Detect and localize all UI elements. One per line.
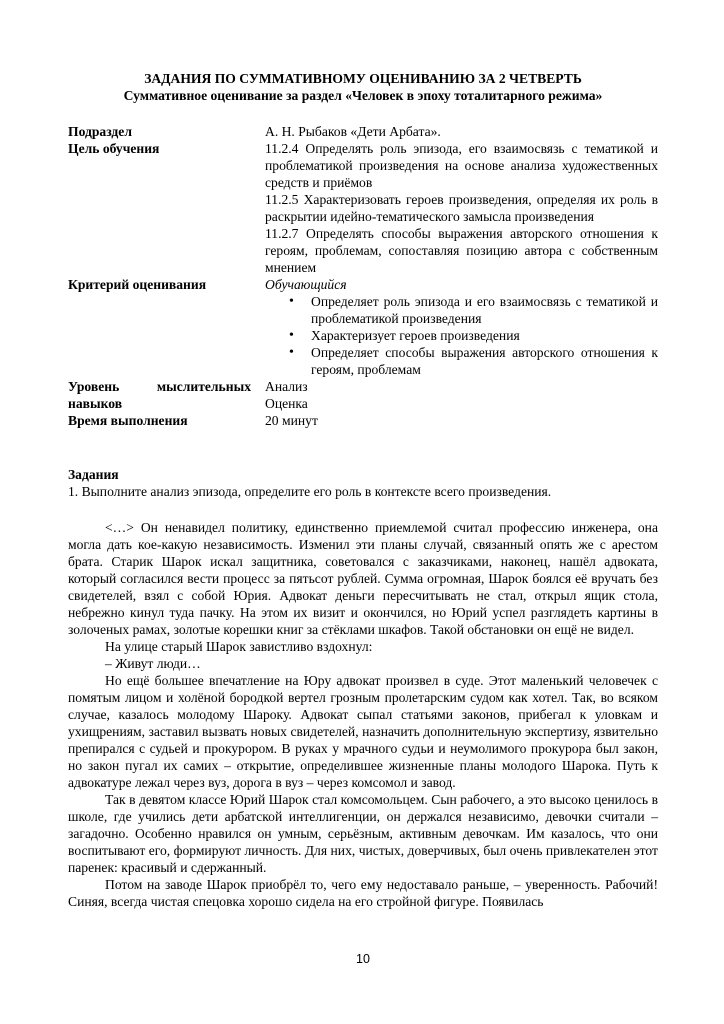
excerpt-paragraph: Потом на заводе Шарок приобрёл то, чего ему недоставало раньше, – уверенность. Рабочий! Синяя, всегда чистая спецовка хорошо сидела на его стройной фигуре. Появилась — [68, 877, 658, 909]
level-value: Оценка — [265, 396, 308, 411]
level-label — [68, 378, 265, 412]
criteria-label: Критерий оценивания — [68, 277, 207, 292]
criteria-block — [265, 276, 658, 378]
excerpt-text — [68, 519, 658, 910]
criteria-list — [265, 293, 658, 378]
excerpt-paragraph: На улице старый Шарок завистливо вздохнул: — [105, 639, 373, 654]
goal-list — [265, 140, 658, 276]
tasks-heading: Задания — [68, 467, 119, 482]
excerpt-paragraph: Но ещё большее впечатление на Юру адвокат произвел в суде. Этот маленький человечек с помятым лицом и холёной бородкой вертел грозным пролетарским судом как хотел. Так, во всяком случае, казалось молодому Шароку. Адвокат сыпал статьями законов, прибегал к уловкам и ухищрениям, заставил вызвать новых свидетелей, назначить дополнительную экспертизу, язвительно препирался с судьей и прокурором. В руках у мрачного судьи и неумолимого прокурора был закон, но закон пугал их самих – открытие, определившее жизненные планы молодого Шарока. Путь к адвокатуре лежал через вуз, дорога в вуз – через комсомол и завод. — [68, 673, 658, 790]
excerpt-paragraph: Так в девятом классе Юрий Шарок стал комсомольцем. Сын рабочего, а это высоко ценилось в школе, где учились дети арбатской интеллигенции, он держался независимо, девочки считали – загадочно. Особенно нравился он умным, серьёзным, активным девочкам. Им казалось, что они воспитывают его, формируют личность. Для них, чистых, доверчивых, был очень привлекателен этот паренек: красивый и сдержанный. — [68, 792, 658, 875]
criteria-item: • Характеризует героев произведения — [287, 327, 658, 344]
criteria-item: • Определяет способы выражения авторского отношения к героям, проблемам — [287, 344, 658, 378]
goal-item: 11.2.4 Определять роль эпизода, его взаимосвязь с тематикой и проблематикой произведения на основе анализа художественных средств и приёмов — [265, 141, 658, 190]
document-title: ЗАДАНИЯ ПО СУММАТИВНОМУ ОЦЕНИВАНИЮ ЗА 2 ЧЕТВЕРТЬ — [144, 71, 582, 86]
criteria-intro: Обучающийся — [265, 277, 347, 292]
level-label-word: Уровень — [68, 379, 120, 394]
goal-label: Цель обучения — [68, 141, 160, 156]
page-number: 10 — [356, 952, 370, 966]
goal-item: 11.2.5 Характеризовать героев произведения, определяя их роль в раскрытии идейно-тематического замысла произведения — [265, 192, 658, 224]
criteria-item: • Определяет роль эпизода и его взаимосвязь с тематикой и проблематикой произведения — [287, 293, 658, 327]
level-value: Анализ — [265, 379, 308, 394]
excerpt-paragraph: – Живут люди… — [105, 656, 201, 671]
task-item: 1. Выполните анализ эпизода, определите его роль в контексте всего произведения. — [68, 484, 552, 499]
meta-row-criteria — [68, 276, 658, 378]
level-label-word: мыслительных — [156, 379, 251, 394]
document-subtitle: Суммативное оценивание за раздел «Человек в эпоху тоталитарного режима» — [123, 88, 603, 103]
time-value: 20 минут — [265, 413, 318, 428]
subsection-value: А. Н. Рыбаков «Дети Арбата». — [265, 124, 441, 139]
goal-item: 11.2.7 Определять способы выражения авторского отношения к героям, проблемам, сопоставляя позицию автора с собственным мнением — [265, 226, 658, 275]
excerpt-paragraph: <…> Он ненавидел политику, единственно приемлемой считал профессию инженера, она могла дать кое-какую независимость. Изменил эти планы случай, связанный опять же с арестом брата. Старик Шарок искал защитника, советовался с заказчиками, наконец, нашёл адвоката, который согласился вести процесс за пятьсот рублей. Сумма огромная, Шарок боялся её вручать без свидетелей, взял с собой Юрия. Адвокат деньги пересчитывать не стал, открыл ящик стола, небрежно кинул туда пачку. На этом их визит и окончился, но Юрий успел разглядеть картины в золоченых рамах, золотые корешки книг за стёклами шкафов. Такой обстановки он ещё не видел. — [68, 520, 658, 637]
meta-row-subsection — [68, 123, 658, 140]
tasks-section — [68, 466, 658, 500]
time-label: Время выполнения — [68, 413, 188, 428]
level-label-word: навыков — [68, 396, 123, 411]
level-values — [265, 378, 658, 412]
subsection-label: Подраздел — [68, 124, 132, 139]
meta-row-goals — [68, 140, 658, 276]
assessment-meta-table — [68, 123, 658, 429]
meta-row-time — [68, 412, 658, 429]
meta-row-levels — [68, 378, 658, 412]
